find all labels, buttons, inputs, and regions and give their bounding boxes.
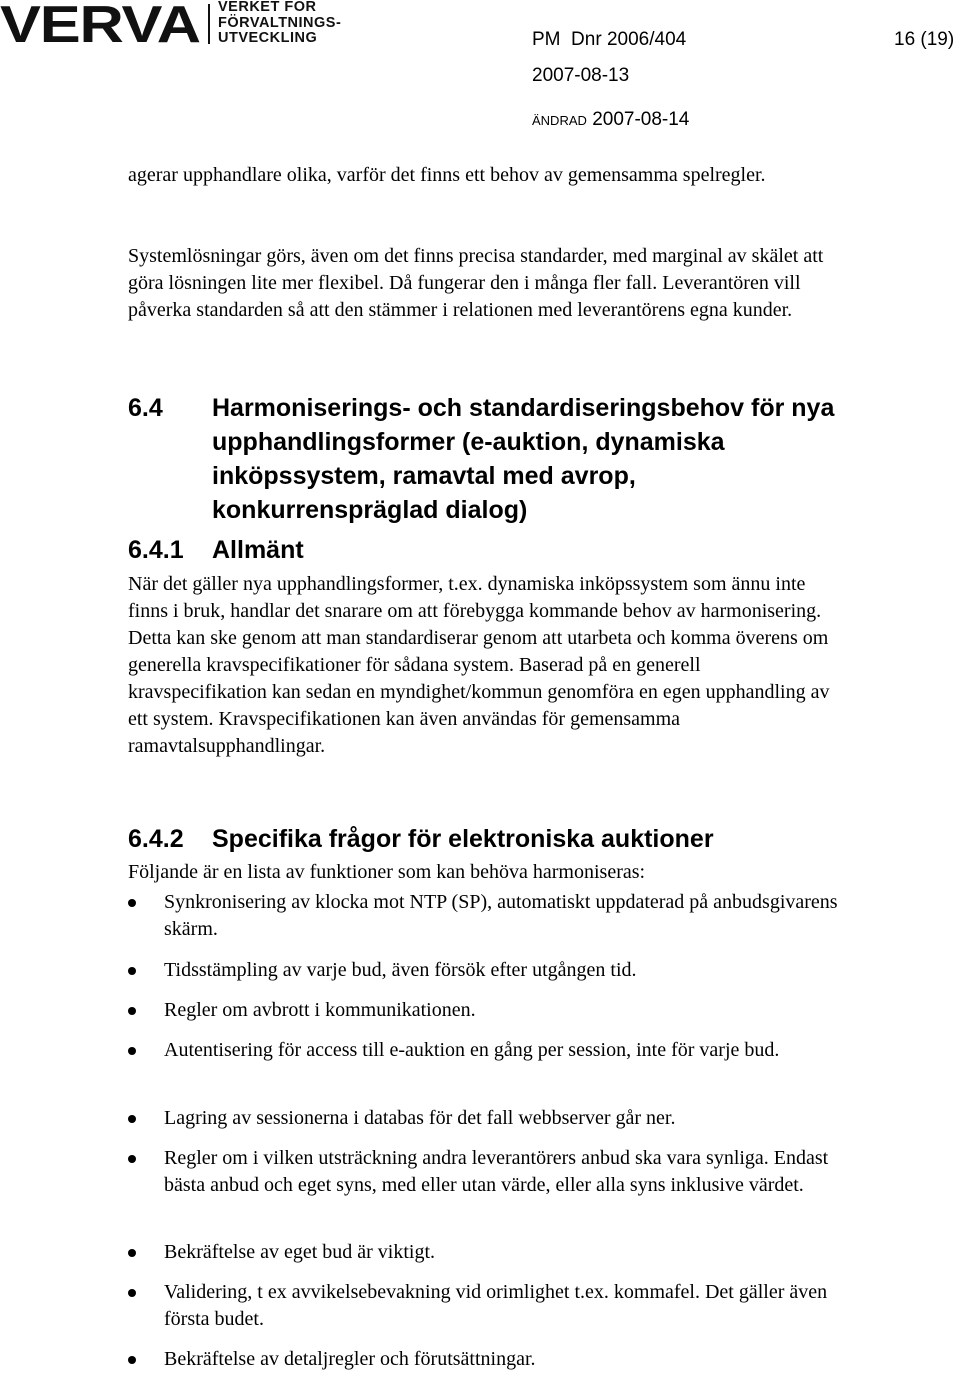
logo-subtitle-line-2: FÖRVALTNINGS- xyxy=(218,14,342,31)
bullet-icon xyxy=(128,1249,136,1257)
heading-6-4-title: Harmoniserings- och standardiseringsbehov för nya upphandlingsformer (e-auktion, dynamiska inköpssystem, ramavtal med avrop, konkurrenspräglad dialog) xyxy=(212,394,835,524)
paragraph-1: agerar upphandlare olika, varför det finns ett behov av gemensamma spelregler. xyxy=(128,164,766,186)
heading-6-4-1-number: 6.4.1 xyxy=(128,536,184,564)
logo-subtitle xyxy=(218,0,341,47)
list-item-text: Lagring av sessionerna i databas för det fall webbserver går ner. xyxy=(164,1107,676,1129)
heading-6-4-number: 6.4 xyxy=(128,394,163,422)
changed-label: ÄNDRAD xyxy=(532,113,587,128)
list-item-text: Autentisering för access till e-auktion en gång per session, inte för varje bud. xyxy=(164,1039,780,1061)
changed-date-line xyxy=(532,108,689,133)
bullet-icon xyxy=(128,1356,136,1364)
list-item-text: Bekräftelse av detaljregler och förutsättningar. xyxy=(164,1348,536,1370)
paragraph-2: Systemlösningar görs, även om det finns precisa standarder, med marginal av skälet att göra lösningen lite mer flexibel. Då fungerar den i många fler fall. Leverantören vill påverka standarden så att den stämmer i relationen med leverantörens egna kunder. xyxy=(128,245,824,321)
logo-divider xyxy=(208,4,210,44)
list-item-text: Synkronisering av klocka mot NTP (SP), automatiskt uppdaterad på anbudsgivarens skärm. xyxy=(164,891,838,940)
heading-6-4-2-title: Specifika frågor för elektroniska auktioner xyxy=(212,825,714,853)
list-item-text: Regler om i vilken utsträckning andra leverantörers anbud ska vara synliga. Endast bästa anbud och eget syns, med eller utan värde, eller alla syns inklusive värdet. xyxy=(164,1147,829,1196)
list-item-text: Bekräftelse av eget bud är viktigt. xyxy=(164,1241,436,1263)
list-item-text: Validering, t ex avvikelsebevakning vid orimlighet t.ex. kommafel. Det gäller även första budet. xyxy=(164,1281,828,1330)
heading-6-4-1-title: Allmänt xyxy=(212,536,304,564)
bullet-icon xyxy=(128,1115,136,1123)
bullet-icon xyxy=(128,1047,136,1055)
bullet-icon xyxy=(128,899,136,907)
paragraph-4: Följande är en lista av funktioner som kan behöva harmoniseras: xyxy=(128,861,646,883)
changed-date: 2007-08-14 xyxy=(592,109,690,130)
bullet-icon xyxy=(128,1289,136,1297)
bullet-icon xyxy=(128,1155,136,1163)
bullet-icon xyxy=(128,967,136,975)
page-number: 16 (19) xyxy=(894,29,955,50)
list-item-text: Regler om avbrott i kommunikationen. xyxy=(164,999,476,1021)
document-reference: PM Dnr 2006/404 xyxy=(532,29,687,50)
verva-logo xyxy=(0,0,200,54)
logo-wordmark: VERVA xyxy=(0,0,200,54)
logo-subtitle-line-3: UTVECKLING xyxy=(218,30,318,46)
list-item-text: Tidsstämpling av varje bud, även försök efter utgången tid. xyxy=(164,959,637,981)
document-date: 2007-08-13 xyxy=(532,65,630,86)
logo-subtitle-line-1: VERKET FÖR xyxy=(218,0,317,15)
paragraph-3: När det gäller nya upphandlingsformer, t.ex. dynamiska inköpssystem som ännu inte finns i bruk, handlar det snarare om att förebygga kommande behov av harmonisering. Detta kan ske genom att man standardiserar genom att utarbeta och komma överens om generella kravspecifikationer för sådana system. Baserad på en generell kravspecifikation kan sedan en myndighet/kommun genomföra en egen upphandling av ett system. Kravspecifikationen kan även användas för gemensamma ramavtalsupphandlingar. xyxy=(128,573,830,757)
bullet-icon xyxy=(128,1007,136,1015)
heading-6-4-2-number: 6.4.2 xyxy=(128,825,184,853)
